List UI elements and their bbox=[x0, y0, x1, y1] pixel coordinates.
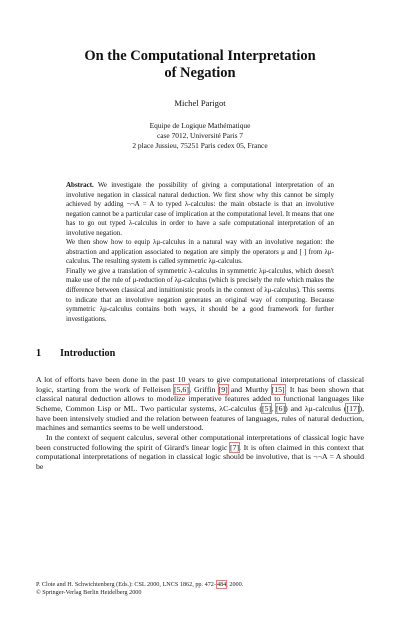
abstract bbox=[66, 181, 334, 324]
intro-paragraph-2 bbox=[36, 433, 364, 472]
intro-text: and Murthy bbox=[227, 384, 272, 394]
intro-text: . It is often claimed in this context that computational interpretations of negation in classical logic should be involutive, that is ¬¬A = A should be bbox=[36, 442, 364, 471]
intro-text: ) and λμ-calculus ( bbox=[285, 403, 347, 413]
citation-link[interactable]: [5,6] bbox=[173, 384, 189, 394]
author-name: Michel Parigot bbox=[174, 98, 226, 108]
abstract-paragraph-1 bbox=[66, 181, 334, 238]
section-title: Introduction bbox=[60, 348, 116, 359]
citation-link[interactable]: [6] bbox=[275, 403, 286, 413]
abstract-paragraph-3: Finally we give a translation of symmetric λ-calculus in symmetric λμ-calculus, which doesn't make use of the rule of μ-reduction of λμ-calculus (which is precisely the rule which makes the difference between classical and intuitionistic proofs in the context of λμ-calculus). This seems to indicate that an involutive negation generates an original way of computing. Because symmetric λμ-calculus contains both ways, it should be a good framework for further investigations. bbox=[66, 266, 334, 323]
citation-link[interactable]: [7] bbox=[230, 442, 240, 452]
footer-copyright: © Springer-Verlag Berlin Heidelberg 2000 bbox=[36, 589, 142, 597]
intro-text: ), have been intensively studied and the relation between features of languages, rules of natural deduction, machines and semantics seems to be well understood. bbox=[36, 403, 365, 433]
affiliation-line-2: case 7012, Université Paris 7 bbox=[157, 131, 243, 141]
intro-text: In the context of sequent calculus, several other computational interpretations of classical logic have been constructed following the spirit of Girard's linear logic bbox=[36, 432, 364, 452]
intro-paragraph-1 bbox=[36, 375, 364, 433]
abstract-heading: Abstract. bbox=[66, 181, 94, 189]
footer-text: P. Clote and H. Schwichtenberg (Eds.): CSL 2000, LNCS 1862, pp. 472– bbox=[36, 581, 217, 588]
title-line-1: On the Computational Interpretation bbox=[84, 48, 316, 64]
affiliation-line-1: Equipe de Logique Mathématique bbox=[149, 121, 251, 130]
page-range-link[interactable]: 484 bbox=[216, 581, 227, 588]
section-heading bbox=[36, 348, 115, 359]
abstract-text-1: We investigate the possibility of giving a computational interpretation of an involutive negation in classical natural deduction. We first show why this cannot be simply achieved by adding ¬¬A = A to typed λ-calculus: the main obstacle is that an involutive negation cannot be a particular case of implication at the computational level. It means that one has to go out typed λ-calculus in order to have a safe computational interpretation of an involutive negation. bbox=[66, 181, 334, 237]
abstract-paragraph-2: We then show how to equip λμ-calculus in a natural way with an involutive negation: the abstraction and application associated to negation are simply the operators μ and [ ] from λμ-calculus. The resulting system is called symmetric λμ-calculus. bbox=[66, 238, 334, 266]
citation-link[interactable]: [9] bbox=[218, 384, 228, 394]
footer-text: , 2000. bbox=[226, 581, 244, 588]
citation-link[interactable]: [5] bbox=[261, 403, 272, 413]
introduction-body bbox=[36, 375, 364, 472]
footer-citation-line bbox=[36, 581, 243, 589]
title-line-2: of Negation bbox=[164, 65, 236, 81]
citation-link[interactable]: [15] bbox=[271, 384, 285, 394]
intro-text: , Griffin bbox=[188, 384, 219, 394]
paper-title bbox=[40, 48, 360, 82]
affiliation-line-3: 2 place Jussieu, 75251 Paris cedex 05, France bbox=[132, 141, 268, 151]
page-footer bbox=[36, 581, 243, 597]
author-affiliation bbox=[0, 121, 400, 152]
section-number: 1 bbox=[36, 348, 42, 359]
citation-link[interactable]: [17] bbox=[346, 403, 360, 413]
intro-text: A lot of efforts have been done in the past 10 years to give computational interpretations of classical logic, starting from the work of Felleisen bbox=[36, 375, 364, 394]
intro-text: , bbox=[271, 403, 276, 413]
intro-text: . It has been shown that classical natural deduction allows to modelize imperative features added to functional languages like Scheme, Common Lisp or ML. Two particular systems, λC-calculus ( bbox=[36, 384, 365, 413]
